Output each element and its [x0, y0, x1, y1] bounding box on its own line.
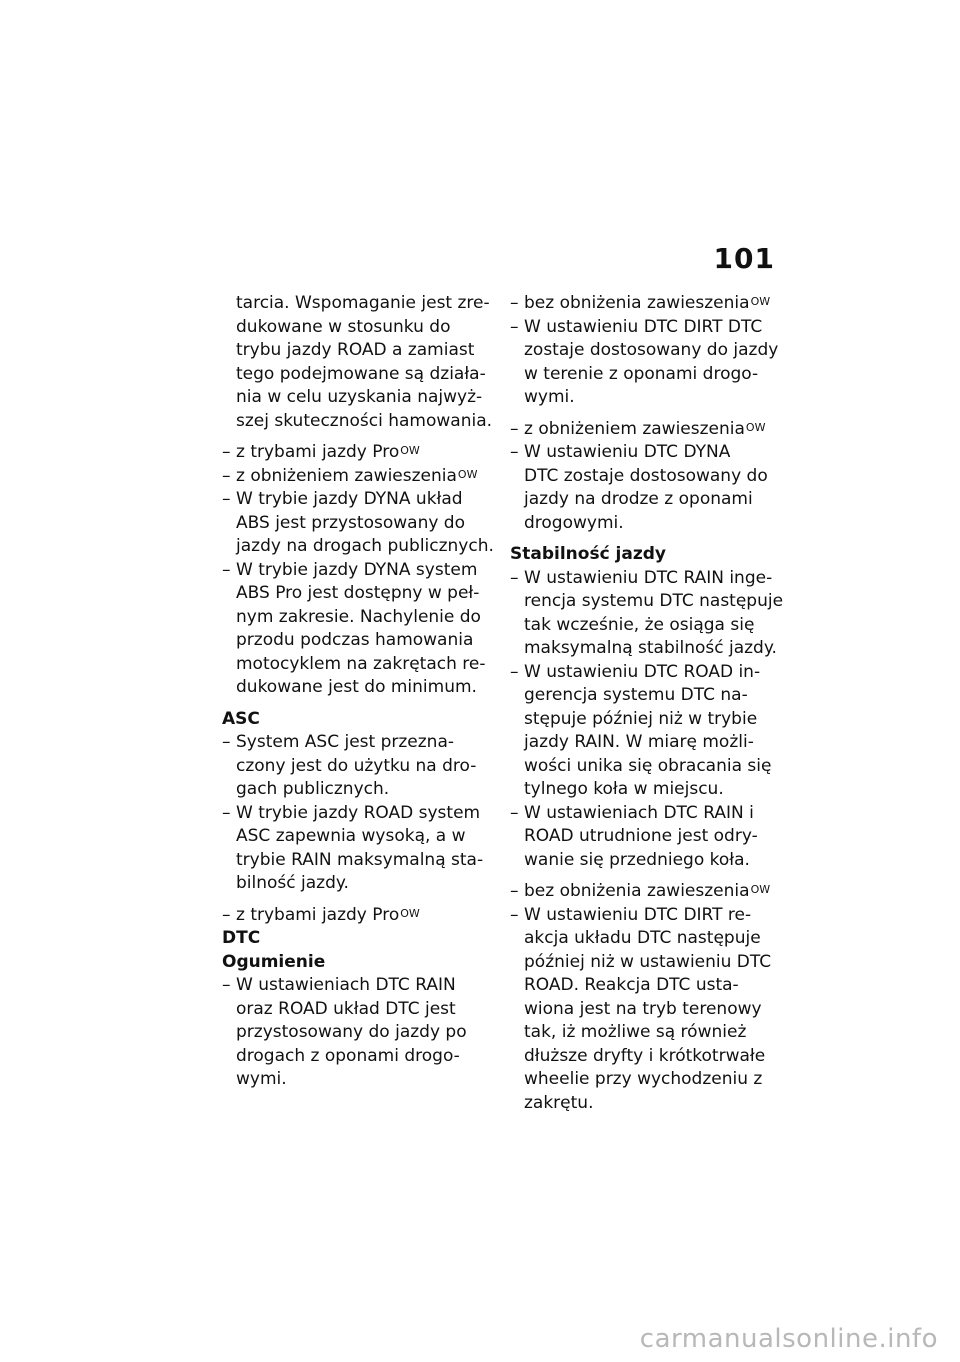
list-item-line: W ustawieniu DTC DIRT DTC [524, 316, 763, 337]
list-item-line: stępuje później niż w trybie [524, 708, 758, 729]
list-dash: – [510, 567, 519, 588]
list-item-line: zostaje dostosowany do jazdy [524, 340, 779, 360]
left-column [222, 292, 494, 1092]
condition-pro-2: – z trybami jazdy Pro$^{OW}$ [222, 904, 420, 925]
list-item [222, 802, 490, 896]
list-item-line: wymi. [524, 387, 575, 407]
list-item-line: wiona jest na tryb terenowy [524, 998, 762, 1019]
stability-heading: Stabilność jazdy [510, 544, 667, 564]
list-item [510, 661, 782, 802]
condition-lowered-right: – z obniżeniem zawieszenia$^{OW}$ [510, 418, 766, 439]
list-item-line: dłuższe dryfty i krótkotrwałe [524, 1045, 766, 1066]
list-item-line: DTC zostaje dostosowany do [524, 465, 768, 486]
list-item-line: maksymalną stabilność jazdy. [524, 638, 777, 658]
list-item [510, 802, 782, 873]
right-column [510, 292, 782, 1115]
list-item-line: W trybie jazdy DYNA system [236, 559, 478, 580]
intro-line: nia w celu uzyskania najwyż- [236, 387, 483, 407]
list-dash: – [222, 975, 231, 995]
list-dash: – [510, 904, 519, 925]
list-item-line: ROAD. Reakcja DTC usta- [524, 975, 739, 995]
list-item-line: ABS jest przystosowany do [236, 512, 465, 533]
list-item-line: przystosowany do jazdy po [236, 1022, 467, 1042]
list-item-line: System ASC jest przezna- [236, 732, 455, 752]
condition-lowered: – z obniżeniem zawieszenia$^{OW}$ [222, 465, 478, 486]
condition-not-lowered: – bez obniżenia zawieszenia$^{OW}$ [510, 293, 771, 313]
list-item-line: W trybie jazdy DYNA układ [236, 489, 463, 509]
list-item-line: gach publicznych. [236, 779, 390, 799]
list-item-line: motocyklem na zakrętach re- [236, 653, 486, 674]
list-item [222, 974, 490, 1092]
list-item-line: W ustawieniu DTC ROAD in- [524, 661, 761, 682]
list-item-line: drogowymi. [524, 512, 624, 533]
list-item-line: nym zakresie. Nachylenie do [236, 606, 481, 627]
ow-mark: OW [750, 883, 771, 896]
list-item-line: oraz ROAD układ DTC jest [236, 998, 456, 1019]
list-item-line: gerencja systemu DTC na- [524, 685, 748, 705]
list-item [510, 316, 782, 410]
list-item-line: wości unika się obracania się [524, 755, 772, 776]
list-dash: – [510, 661, 519, 682]
intro-paragraph [222, 292, 493, 433]
list-item [222, 559, 490, 700]
tyres-list [222, 974, 490, 1092]
ow-mark: OW [400, 906, 420, 920]
asc-heading: ASC [222, 708, 260, 729]
list-item [510, 567, 782, 661]
abs-list [222, 488, 494, 700]
intro-line: tego podejmowane są działa- [236, 363, 486, 384]
list-item-line: przodu podczas hamowania [236, 630, 474, 650]
list-item-line: W ustawieniu DTC DYNA [524, 442, 731, 462]
list-item-line: w terenie z oponami drogo- [524, 363, 759, 384]
list-item-line: akcja układu DTC następuje [524, 928, 761, 948]
list-item-line: jazdy RAIN. W miarę możli- [524, 732, 754, 752]
condition-not-lowered-2: – bez obniżenia zawieszenia$^{OW}$ [510, 881, 771, 901]
ow-mark: OW [750, 295, 771, 308]
list-item [510, 904, 782, 1116]
list-dash: – [222, 559, 231, 580]
list-item-line: ROAD utrudnione jest odry- [524, 826, 758, 846]
ow-mark: OW [400, 444, 420, 457]
intro-line: dukowane w stosunku do [236, 316, 451, 337]
list-item-line: tak wcześnie, że osiąga się [524, 614, 755, 635]
intro-line: trybu jazdy ROAD a zamiast [236, 340, 475, 360]
list-dash: – [510, 802, 519, 823]
dyna-list [510, 441, 782, 535]
intro-line: tarcia. Wspomaganie jest zre- [236, 293, 490, 313]
list-dash: – [222, 732, 231, 752]
list-item-line: ASC zapewnia wysoką, a w [236, 826, 466, 846]
dtc-heading: DTC [222, 928, 261, 948]
list-item-line: ABS Pro jest dostępny w peł- [236, 583, 480, 603]
list-item-line: W ustawieniach DTC RAIN i [524, 802, 754, 823]
tyres-heading: Ogumienie [222, 951, 326, 972]
list-dash: – [510, 316, 519, 337]
list-item-line: W ustawieniu DTC RAIN inge- [524, 567, 773, 588]
list-item [222, 488, 494, 559]
list-item-line: tylnego koła w miejscu. [524, 779, 724, 799]
list-item [222, 731, 490, 802]
list-item-line: W trybie jazdy ROAD system [236, 802, 481, 823]
page-number: 101 [713, 242, 775, 275]
ow-mark: OW [745, 420, 766, 434]
watermark: carmanualsonline.info [639, 1324, 938, 1354]
list-item-line: zakrętu. [524, 1092, 594, 1113]
list-item-line: wheelie przy wychodzeniu z [524, 1069, 763, 1089]
list-item-line: rencja systemu DTC następuje [524, 591, 784, 611]
asc-list [222, 731, 490, 896]
list-item-line: trybie RAIN maksymalną sta- [236, 849, 484, 870]
list-item-line: dukowane jest do minimum. [236, 677, 477, 697]
list-dash: – [222, 802, 231, 823]
list-item-line: później niż w ustawieniu DTC [524, 951, 772, 972]
list-dash: – [510, 442, 519, 462]
ow-mark: OW [457, 467, 478, 481]
list-item-line: jazdy na drogach publicznych. [236, 536, 494, 556]
list-item-line: W ustawieniach DTC RAIN [236, 975, 456, 995]
stability-list [510, 567, 782, 873]
list-item-line: wymi. [236, 1069, 287, 1089]
list-item-line: jazdy na drodze z oponami [524, 489, 753, 509]
intro-line: szej skuteczności hamowania. [236, 410, 493, 431]
condition-pro: – z trybami jazdy Pro$^{OW}$ [222, 442, 420, 462]
list-item-line: bilność jazdy. [236, 873, 349, 893]
dirt-list-2 [510, 904, 782, 1116]
dirt-list [510, 316, 782, 410]
list-item-line: wanie się przedniego koła. [524, 849, 750, 870]
list-item-line: tak, iż możliwe są również [524, 1022, 747, 1042]
list-item [510, 441, 782, 535]
list-item-line: W ustawieniu DTC DIRT re- [524, 904, 752, 925]
list-item-line: czony jest do użytku na dro- [236, 755, 477, 776]
list-item-line: drogach z oponami drogo- [236, 1045, 460, 1066]
list-dash: – [222, 489, 231, 509]
